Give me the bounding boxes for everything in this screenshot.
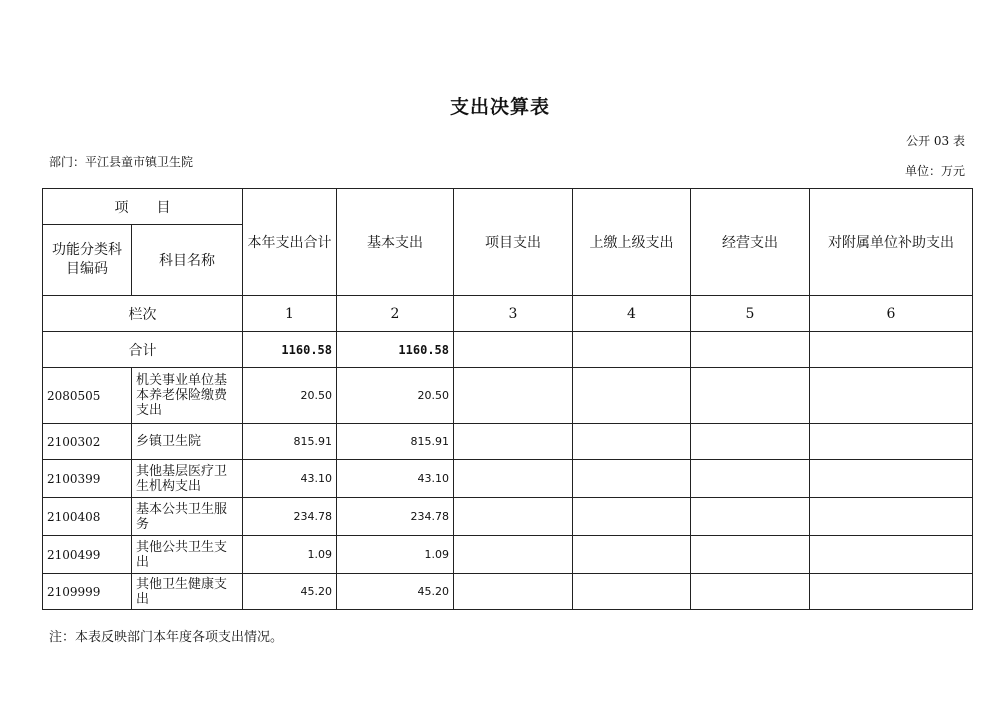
amount-cell: 45.20 xyxy=(243,574,337,610)
table-row xyxy=(43,424,973,460)
header-func-code: 功能分类科目编码 xyxy=(43,225,132,296)
total-row-label: 合计 xyxy=(43,332,243,368)
department-label: 部门：平江县童市镇卫生院 xyxy=(49,155,194,169)
table-row xyxy=(43,460,973,498)
amount-cell xyxy=(691,498,810,536)
function-code: 2100499 xyxy=(43,536,132,574)
amount-cell xyxy=(810,574,973,610)
expenditure-table xyxy=(42,188,973,368)
column-index: 5 xyxy=(691,296,810,332)
table-row xyxy=(43,498,973,536)
total-value xyxy=(573,332,691,368)
header-subsidy: 对附属单位补助支出 xyxy=(810,189,973,296)
header-business: 经营支出 xyxy=(691,189,810,296)
subject-name: 乡镇卫生院 xyxy=(132,424,243,460)
amount-cell xyxy=(691,424,810,460)
amount-cell: 815.91 xyxy=(337,424,454,460)
amount-cell: 1.09 xyxy=(243,536,337,574)
amount-cell: 815.91 xyxy=(243,424,337,460)
subject-name: 基本公共卫生服务 xyxy=(132,498,243,536)
header-item: 项 目 xyxy=(43,189,243,225)
subject-name: 其他卫生健康支出 xyxy=(132,574,243,610)
amount-cell xyxy=(691,536,810,574)
amount-cell xyxy=(454,574,573,610)
amount-cell xyxy=(691,460,810,498)
header-basic: 基本支出 xyxy=(337,189,454,296)
function-code: 2100302 xyxy=(43,424,132,460)
amount-cell xyxy=(810,536,973,574)
table-row xyxy=(43,536,973,574)
column-index-label: 栏次 xyxy=(43,296,243,332)
amount-cell xyxy=(454,460,573,498)
amount-cell xyxy=(810,424,973,460)
table-row xyxy=(43,368,973,424)
function-code: 2100399 xyxy=(43,460,132,498)
amount-cell xyxy=(691,574,810,610)
amount-cell xyxy=(810,368,973,424)
amount-cell: 1.09 xyxy=(337,536,454,574)
form-number: 公开 03 表 xyxy=(906,134,965,148)
total-value xyxy=(691,332,810,368)
function-code: 2109999 xyxy=(43,574,132,610)
report-title: 支出决算表 xyxy=(449,96,550,118)
amount-cell: 234.78 xyxy=(243,498,337,536)
function-code: 2080505 xyxy=(43,368,132,424)
amount-cell xyxy=(454,536,573,574)
amount-cell xyxy=(573,460,691,498)
amount-cell: 43.10 xyxy=(337,460,454,498)
total-value xyxy=(454,332,573,368)
unit-label: 单位：万元 xyxy=(904,164,965,178)
subject-name: 机关事业单位基本养老保险缴费支出 xyxy=(132,368,243,424)
amount-cell xyxy=(691,368,810,424)
function-code: 2100408 xyxy=(43,498,132,536)
column-index: 1 xyxy=(243,296,337,332)
amount-cell xyxy=(454,368,573,424)
amount-cell xyxy=(573,424,691,460)
amount-cell xyxy=(454,424,573,460)
amount-cell xyxy=(810,460,973,498)
header-project: 项目支出 xyxy=(454,189,573,296)
expenditure-detail-table xyxy=(42,367,973,610)
amount-cell: 45.20 xyxy=(337,574,454,610)
amount-cell xyxy=(573,536,691,574)
subject-name: 其他基层医疗卫生机构支出 xyxy=(132,460,243,498)
amount-cell xyxy=(573,368,691,424)
amount-cell: 234.78 xyxy=(337,498,454,536)
amount-cell xyxy=(573,498,691,536)
amount-cell xyxy=(810,498,973,536)
column-index: 4 xyxy=(573,296,691,332)
column-index: 6 xyxy=(810,296,973,332)
amount-cell xyxy=(573,574,691,610)
total-value: 1160.58 xyxy=(337,332,454,368)
amount-cell xyxy=(454,498,573,536)
amount-cell: 20.50 xyxy=(337,368,454,424)
table-note: 注：本表反映部门本年度各项支出情况。 xyxy=(49,630,284,645)
subject-name: 其他公共卫生支出 xyxy=(132,536,243,574)
header-remit: 上缴上级支出 xyxy=(573,189,691,296)
total-value xyxy=(810,332,973,368)
amount-cell: 20.50 xyxy=(243,368,337,424)
column-index: 2 xyxy=(337,296,454,332)
header-total: 本年支出合计 xyxy=(243,189,337,296)
amount-cell: 43.10 xyxy=(243,460,337,498)
header-subject-name: 科目名称 xyxy=(132,225,243,296)
column-index: 3 xyxy=(454,296,573,332)
table-row xyxy=(43,574,973,610)
total-value: 1160.58 xyxy=(243,332,337,368)
